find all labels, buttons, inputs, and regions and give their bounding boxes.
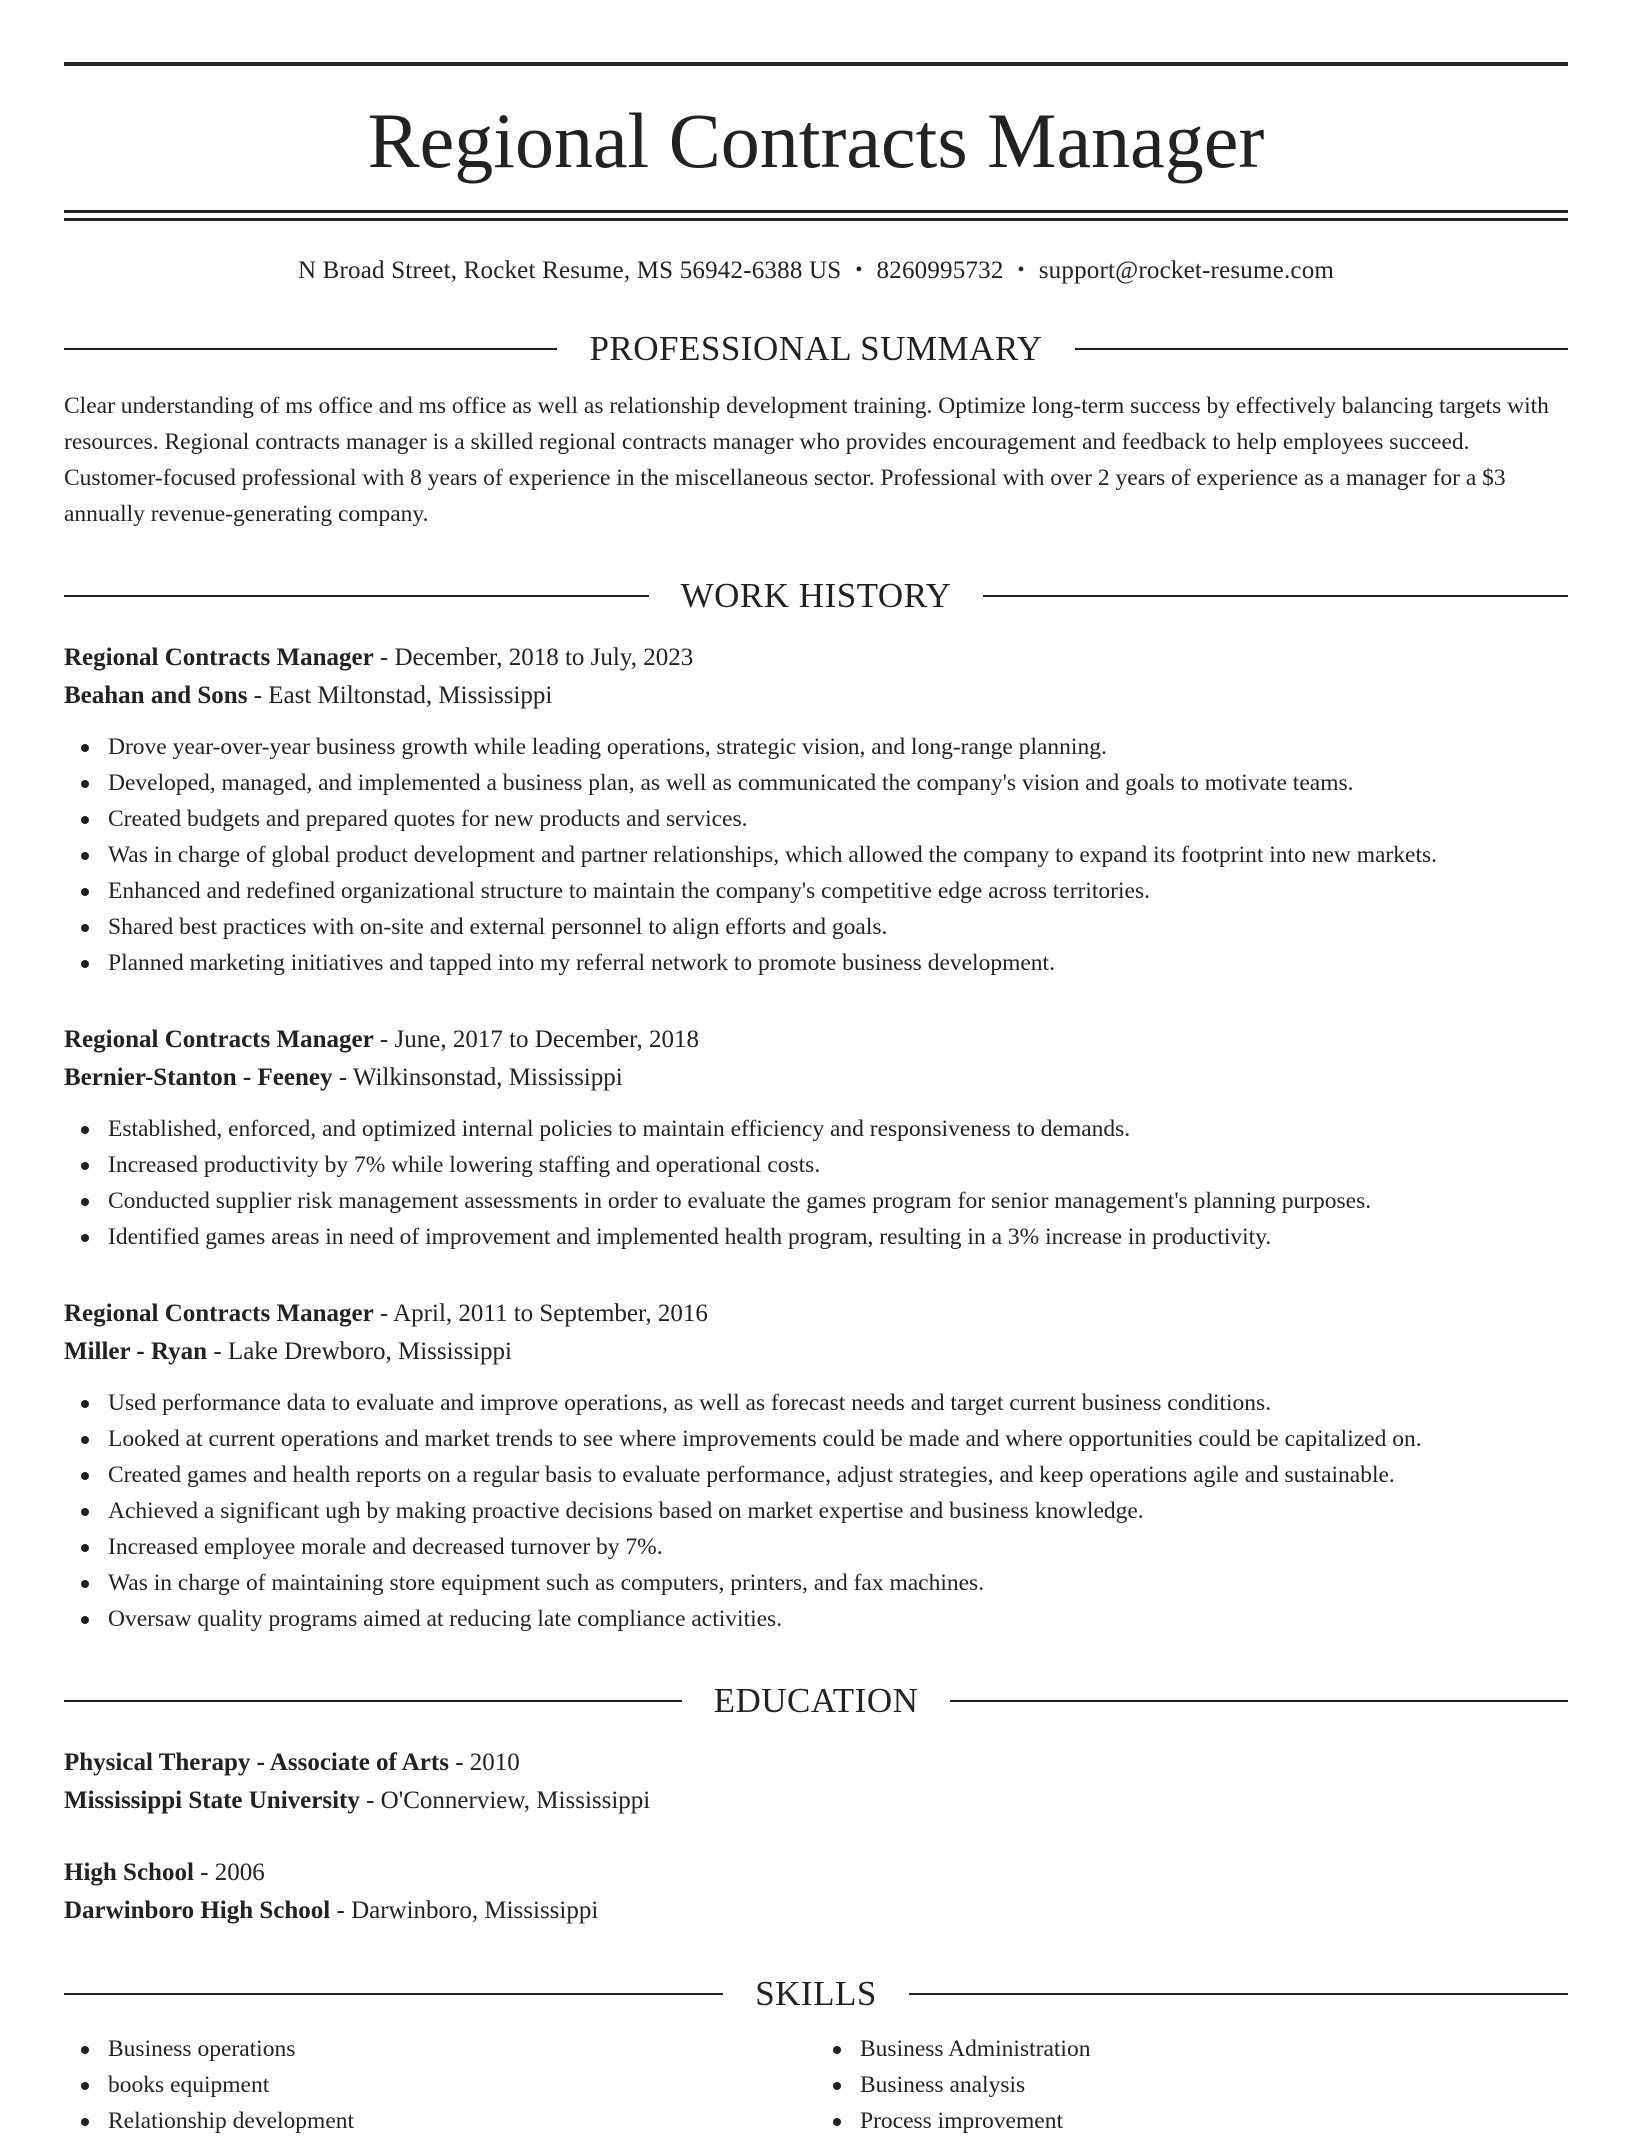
job-bullet: Drove year-over-year business growth while leading operations, strategic vision, and long-range planning. [108, 729, 1568, 765]
heading-rule-right [909, 1993, 1568, 1995]
heading-rule-left [64, 348, 557, 350]
contact-separator: • [855, 259, 863, 281]
job-bullet: Created games and health reports on a regular basis to evaluate performance, adjust strategies, and keep operations agile and sustainable. [108, 1457, 1568, 1493]
section-title: PROFESSIONAL SUMMARY [589, 329, 1043, 368]
education-year: - 2010 [448, 1749, 520, 1776]
job-title: Regional Contracts Manager [64, 644, 374, 671]
job-company-line [64, 1333, 1568, 1371]
job-title: Regional Contracts Manager [64, 1026, 374, 1053]
heading-rule-right [950, 1700, 1568, 1702]
job-company: Bernier-Stanton - Feeney [64, 1064, 333, 1091]
job-title-line [64, 639, 1568, 677]
skill-item: Relationship development [108, 2103, 816, 2139]
job-dates: - December, 2018 to July, 2023 [373, 644, 694, 671]
contact-phone: 8260995732 [876, 257, 1004, 284]
education-year: - 2006 [193, 1859, 265, 1886]
education-degree-line [64, 1744, 1568, 1782]
education-degree: High School [64, 1859, 194, 1886]
section-title: WORK HISTORY [680, 576, 952, 615]
job-company: Miller - Ryan [64, 1338, 208, 1365]
job-bullet: Was in charge of global product development and partner relationships, which allowed the company to expand its footprint into new markets. [108, 837, 1568, 873]
job-company: Beahan and Sons [64, 682, 248, 709]
contact-separator: • [1017, 259, 1025, 281]
skills-list-right [816, 2031, 1568, 2139]
job-bullet: Created budgets and prepared quotes for new products and services. [108, 801, 1568, 837]
job-entry [64, 1295, 1568, 1637]
job-bullet: Used performance data to evaluate and improve operations, as well as forecast needs and target current business conditions. [108, 1385, 1568, 1421]
section-title: SKILLS [755, 1974, 877, 2013]
education-location: - O'Connerview, Mississippi [359, 1787, 651, 1814]
heading-rule-left [64, 1993, 723, 1995]
heading-rule-right [1075, 348, 1568, 350]
resume-page [64, 0, 1568, 2139]
section-title: EDUCATION [713, 1681, 919, 1720]
job-bullets [64, 1385, 1568, 1637]
skill-item: Business analysis [860, 2067, 1568, 2103]
job-bullet: Shared best practices with on-site and external personnel to align efforts and goals. [108, 909, 1568, 945]
skill-item: Business operations [108, 2031, 816, 2067]
skill-item: books equipment [108, 2067, 816, 2103]
job-dates: - April, 2011 to September, 2016 [373, 1300, 708, 1327]
job-bullet: Was in charge of maintaining store equipment such as computers, printers, and fax machines. [108, 1565, 1568, 1601]
job-list [64, 639, 1568, 1637]
title-double-rule [64, 210, 1568, 221]
education-location: - Darwinboro, Mississippi [330, 1897, 599, 1924]
job-bullet: Identified games areas in need of improvement and implemented health program, resulting in a 3% increase in productivity. [108, 1219, 1568, 1255]
education-school-line [64, 1892, 1568, 1930]
contact-line [64, 257, 1568, 285]
job-location: - Wilkinsonstad, Mississippi [332, 1064, 623, 1091]
job-bullets [64, 729, 1568, 981]
section-heading-work-history [64, 578, 1568, 613]
heading-rule-left [64, 595, 649, 597]
job-location: - Lake Drewboro, Mississippi [207, 1338, 512, 1365]
job-company-line [64, 677, 1568, 715]
job-bullet: Looked at current operations and market trends to see where improvements could be made and where opportunities could be capitalized on. [108, 1421, 1568, 1457]
job-bullet: Oversaw quality programs aimed at reducing late compliance activities. [108, 1601, 1568, 1637]
skills-list-left [64, 2031, 816, 2139]
job-bullet: Increased productivity by 7% while lowering staffing and operational costs. [108, 1147, 1568, 1183]
job-bullet: Increased employee morale and decreased turnover by 7%. [108, 1529, 1568, 1565]
job-entry [64, 639, 1568, 981]
job-dates: - June, 2017 to December, 2018 [373, 1026, 699, 1053]
skills-columns [64, 2031, 1568, 2139]
job-bullet: Planned marketing initiatives and tapped into my referral network to promote business development. [108, 945, 1568, 981]
skill-item: Business Administration [860, 2031, 1568, 2067]
contact-address: N Broad Street, Rocket Resume, MS 56942-6388 US [297, 257, 842, 284]
education-degree-line [64, 1854, 1568, 1892]
heading-rule-left [64, 1700, 682, 1702]
resume-title: Regional Contracts Manager [367, 97, 1265, 184]
job-bullet: Conducted supplier risk management assessments in order to evaluate the games program for senior management's planning purposes. [108, 1183, 1568, 1219]
section-heading-skills [64, 1976, 1568, 2011]
job-company-line [64, 1059, 1568, 1097]
contact-email: support@rocket-resume.com [1038, 257, 1335, 284]
heading-rule-right [983, 595, 1568, 597]
job-bullets [64, 1111, 1568, 1255]
job-bullet: Developed, managed, and implemented a business plan, as well as communicated the company's vision and goals to motivate teams. [108, 765, 1568, 801]
top-rule [64, 62, 1568, 66]
job-title-line [64, 1295, 1568, 1333]
job-title: Regional Contracts Manager [64, 1300, 374, 1327]
section-heading-education [64, 1683, 1568, 1718]
job-entry [64, 1021, 1568, 1255]
section-heading-summary [64, 331, 1568, 366]
education-school-line [64, 1782, 1568, 1820]
education-degree: Physical Therapy - Associate of Arts [64, 1749, 449, 1776]
job-title-line [64, 1021, 1568, 1059]
education-school: Mississippi State University [64, 1787, 360, 1814]
education-school: Darwinboro High School [64, 1897, 331, 1924]
job-bullet: Established, enforced, and optimized internal policies to maintain efficiency and responsiveness to demands. [108, 1111, 1568, 1147]
education-entry [64, 1854, 1568, 1930]
job-bullet: Enhanced and redefined organizational structure to maintain the company's competitive edge across territories. [108, 873, 1568, 909]
job-bullet: Achieved a significant ugh by making proactive decisions based on market expertise and business knowledge. [108, 1493, 1568, 1529]
job-location: - East Miltonstad, Mississippi [247, 682, 553, 709]
education-entry [64, 1744, 1568, 1820]
skill-item: Process improvement [860, 2103, 1568, 2139]
summary-text: Clear understanding of ms office and ms office as well as relationship development training. Optimize long-term success by effectively balancing targets with resources. Regional contracts manager is a skilled regional contracts manager who provides encouragement and feedback to help employees succeed. Customer-focused professional with 8 years of experience in the miscellaneous sector. Professional with over 2 years of experience as a manager for a $3 annually revenue-generating company. [64, 393, 1549, 527]
